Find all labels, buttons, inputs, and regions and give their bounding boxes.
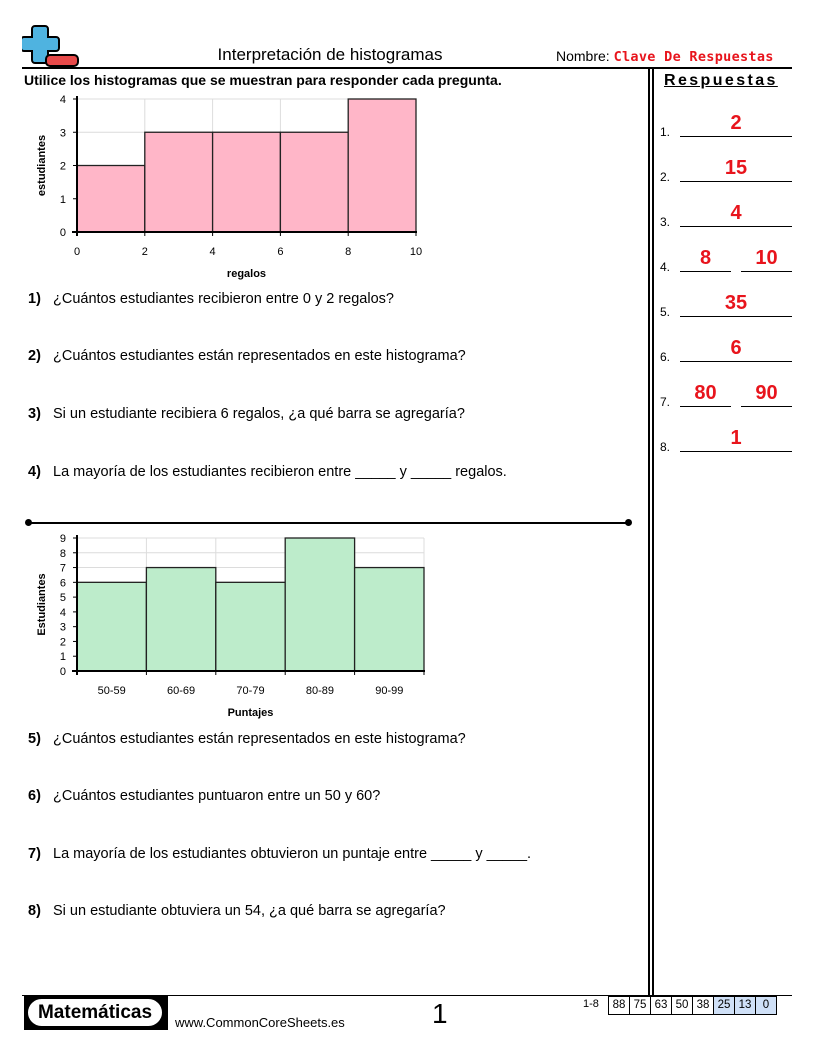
answer-row-7 (660, 383, 792, 409)
x-tick-label: 70-79 (236, 685, 265, 697)
question-number: 7) (28, 846, 41, 862)
section-divider (28, 522, 630, 524)
score-cell: 75 (629, 996, 651, 1015)
question-6 (28, 788, 380, 804)
answer-row-3 (660, 203, 792, 229)
answer-number: 5. (660, 305, 671, 319)
question-text: La mayoría de los estudiantes obtuvieron un puntaje entre _____ y _____. (53, 846, 532, 862)
question-2 (28, 348, 466, 364)
histogram-bar (213, 132, 281, 232)
x-axis-label: regalos (226, 268, 267, 280)
answer-row-6 (660, 338, 792, 364)
x-tick-label: 4 (209, 246, 216, 258)
x-axis-label: Puntajes (227, 707, 274, 719)
x-tick-label: 90-99 (375, 685, 404, 697)
worksheet-title: Interpretación de histogramas (217, 45, 443, 64)
y-tick-label: 1 (59, 193, 66, 206)
name-field (556, 48, 774, 65)
answer-row-1 (660, 113, 792, 139)
question-7 (28, 846, 531, 862)
question-8 (28, 903, 446, 919)
y-tick-label: 0 (59, 227, 66, 239)
histogram-bar (145, 132, 213, 232)
question-4 (28, 464, 507, 480)
question-number: 4) (28, 464, 41, 480)
histogram-regalos (0, 85, 440, 285)
answer-row-2 (660, 158, 792, 184)
answer-line (680, 226, 792, 227)
answer-number: 2. (660, 170, 671, 184)
y-axis-label: estudiantes (36, 134, 48, 197)
divider-endpoint (625, 519, 632, 526)
x-tick-label: 6 (277, 246, 284, 258)
histogram-bar (216, 582, 285, 671)
question-number: 3) (28, 406, 41, 422)
y-tick-label: 3 (59, 621, 66, 634)
y-tick-label: 4 (59, 606, 66, 619)
site-url: www.CommonCoreSheets.es (175, 1015, 345, 1030)
answer-line (741, 271, 792, 272)
answer-value: 10 (755, 247, 778, 269)
y-tick-label: 6 (59, 577, 66, 590)
answer-number: 7. (660, 395, 671, 409)
y-tick-label: 8 (59, 547, 66, 560)
histogram-bar (280, 132, 348, 232)
answer-line (680, 136, 792, 137)
score-cell: 88 (608, 996, 630, 1015)
question-number: 5) (28, 731, 41, 747)
brand-label: Matemáticas (28, 999, 162, 1026)
y-tick-label: 4 (59, 94, 66, 106)
answer-value: 2 (730, 112, 742, 134)
y-tick-label: 0 (59, 666, 66, 678)
answer-row-4 (660, 248, 792, 274)
y-tick-label: 2 (59, 636, 66, 649)
answer-value: 90 (755, 382, 778, 404)
answer-value: 80 (694, 382, 717, 404)
answer-number: 4. (660, 260, 671, 274)
y-tick-label: 2 (59, 160, 66, 173)
score-table (609, 996, 777, 1015)
question-text: Si un estudiante obtuviera un 54, ¿a qué barra se agregaría? (53, 903, 446, 919)
answer-number: 8. (660, 440, 671, 454)
answer-line (680, 451, 792, 452)
question-3 (28, 406, 465, 422)
question-number: 1) (28, 291, 41, 307)
answers-heading: Respuestas (664, 72, 778, 89)
question-number: 6) (28, 788, 41, 804)
x-tick-label: 8 (345, 246, 352, 258)
answer-value: 8 (699, 247, 712, 269)
name-value: Clave De Respuestas (613, 49, 774, 65)
x-tick-label: 10 (409, 246, 423, 258)
brand-badge (24, 996, 168, 1030)
question-number: 8) (28, 903, 41, 919)
answer-number: 6. (660, 350, 671, 364)
y-tick-label: 5 (59, 592, 66, 605)
answer-line (680, 271, 731, 272)
answer-line (680, 361, 792, 362)
score-range-label: 1-8 (583, 998, 599, 1010)
y-tick-label: 7 (59, 562, 66, 575)
question-text: ¿Cuántos estudiantes están representados en este histograma? (53, 348, 466, 364)
question-text: Si un estudiante recibiera 6 regalos, ¿a qué barra se agregaría? (53, 406, 465, 422)
score-cell: 50 (671, 996, 693, 1015)
histogram-bar (285, 538, 354, 671)
answer-value: 1 (730, 427, 742, 449)
x-tick-label: 50-59 (97, 685, 126, 697)
answer-line (680, 406, 731, 407)
instructions: Utilice los histogramas que se muestran para responder cada pregunta. (24, 72, 502, 88)
answer-value: 6 (730, 337, 742, 359)
question-text: ¿Cuántos estudiantes puntuaron entre un 50 y 60? (53, 788, 381, 804)
question-text: La mayoría de los estudiantes recibieron entre _____ y _____ regalos. (53, 464, 507, 480)
name-label: Nombre: (556, 48, 610, 64)
score-cell: 63 (650, 996, 672, 1015)
x-tick-label: 2 (141, 246, 148, 258)
answer-row-8 (660, 428, 792, 454)
histogram-bar (355, 568, 424, 671)
answer-line (680, 316, 792, 317)
header-rule (22, 67, 792, 69)
histogram-bar (77, 166, 145, 233)
y-tick-label: 1 (59, 651, 66, 664)
column-divider (648, 68, 650, 996)
y-axis-label: Estudiantes (36, 573, 48, 636)
answer-value: 35 (724, 292, 748, 314)
question-5 (28, 731, 466, 747)
x-tick-label: 80-89 (305, 685, 334, 697)
score-cell: 25 (713, 996, 735, 1015)
question-text: ¿Cuántos estudiantes están representados en este histograma? (53, 731, 466, 747)
x-tick-label: 0 (73, 246, 81, 258)
answer-number: 3. (660, 215, 671, 229)
question-number: 2) (28, 348, 41, 364)
answer-number: 1. (660, 125, 671, 139)
question-1 (28, 291, 394, 307)
column-divider (652, 68, 654, 996)
plus-minus-logo-icon (22, 24, 80, 68)
page-number: 1 (432, 998, 448, 1029)
y-tick-label: 3 (59, 127, 66, 140)
x-tick-label: 60-69 (167, 685, 196, 697)
score-cell: 0 (755, 996, 777, 1015)
answer-row-5 (660, 293, 792, 319)
score-cell: 38 (692, 996, 714, 1015)
answer-line (741, 406, 792, 407)
histogram-puntajes (0, 530, 440, 725)
y-tick-label: 9 (59, 533, 66, 545)
answer-value: 15 (724, 157, 748, 179)
divider-endpoint (25, 519, 32, 526)
histogram-bar (146, 568, 215, 671)
histogram-bar (77, 582, 146, 671)
answer-line (680, 181, 792, 182)
score-cell: 13 (734, 996, 756, 1015)
answer-value: 4 (730, 202, 742, 224)
histogram-bar (348, 99, 416, 232)
question-text: ¿Cuántos estudiantes recibieron entre 0 y 2 regalos? (53, 291, 394, 307)
